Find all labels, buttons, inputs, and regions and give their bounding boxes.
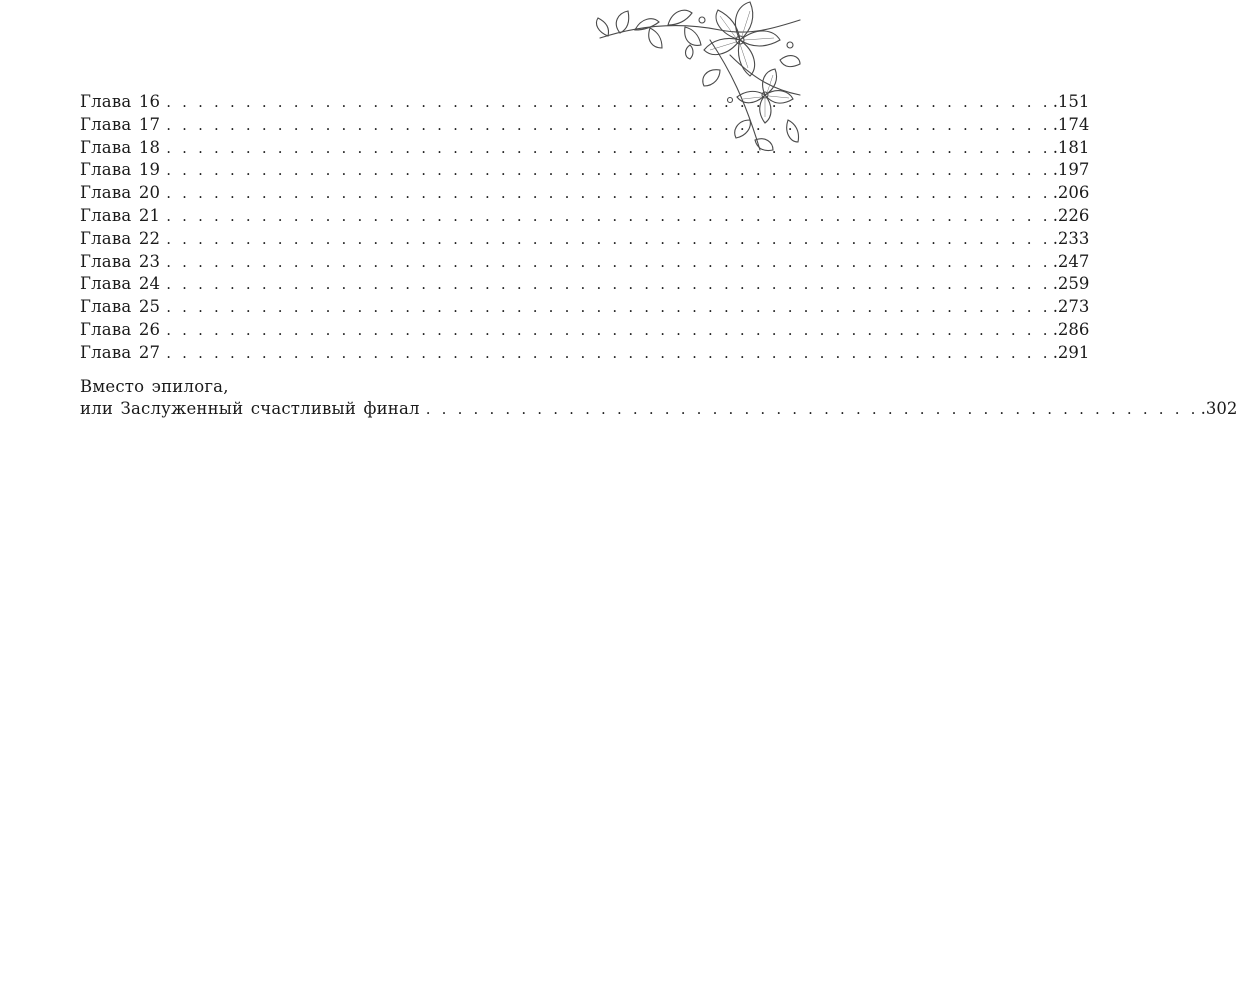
toc-chapter-title: Глава 18 [80,137,161,157]
toc-page-number: .226 [1052,205,1090,225]
toc-leader-dots: . . . . . . . . . . . . . . . . . . . . . . . . . . . . . . . . . . . . . . . . . . . . . . . . . . . . . . . . [166,275,1051,294]
toc-chapter-title: Глава 17 [80,114,161,134]
toc-entry-row[interactable] [80,205,1090,228]
toc-leader-dots: . . . . . . . . . . . . . . . . . . . . . . . . . . . . . . . . . . . . . . . . . . . . . . . . . [425,400,1199,419]
toc-page-number: .233 [1052,228,1090,248]
toc-page-number: .181 [1052,137,1090,157]
toc-page-number: .302 [1200,399,1237,419]
toc-entry-row[interactable] [80,182,1090,205]
toc-chapter-list [80,91,1090,365]
toc-leader-dots: . . . . . . . . . . . . . . . . . . . . . . . . . . . . . . . . . . . . . . . . . . . . . . . . . . . . . . . . [166,298,1051,317]
toc-spacer [80,365,633,376]
toc-chapter-title: Глава 25 [80,297,161,317]
toc-leader-dots: . . . . . . . . . . . . . . . . . . . . . . . . . . . . . . . . . . . . . . . . . . . . . . . . . . . . . . . . [166,229,1051,248]
toc-chapter-title: Глава 27 [80,342,161,362]
toc-leader-dots: . . . . . . . . . . . . . . . . . . . . . . . . . . . . . . . . . . . . . . . . . . . . . . . . . . . . . . . . [166,206,1051,225]
toc-page-number: .151 [1052,92,1090,111]
toc-page-number: .174 [1052,114,1090,134]
toc-chapter-title: Глава 22 [80,228,161,248]
toc-entry-row[interactable] [80,137,1090,160]
toc-page-number: .286 [1052,319,1090,339]
toc-leader-dots: . . . . . . . . . . . . . . . . . . . . . . . . . . . . . . . . . . . . . . . . . . . . . . . . . . . . . . . . [166,184,1051,203]
toc-leader-dots: . . . . . . . . . . . . . . . . . . . . . . . . . . . . . . . . . . . . . . . . . . . . . . . . . . . . . . . . [166,93,1051,111]
toc-page-number: .291 [1052,342,1090,362]
toc-page-number: .247 [1052,251,1090,271]
toc-entry-row[interactable] [80,91,1090,114]
toc-entry-row[interactable] [80,342,1090,365]
toc-chapter-title: Глава 21 [80,205,161,225]
toc-page-number: .206 [1052,183,1090,203]
toc-entry-row[interactable] [80,159,1090,182]
table-of-contents [80,91,1237,421]
toc-chapter-title: Глава 16 [80,92,161,111]
toc-entry-row[interactable] [80,114,1090,137]
toc-leader-dots: . . . . . . . . . . . . . . . . . . . . . . . . . . . . . . . . . . . . . . . . . . . . . . . . . . . . . . . . [166,343,1051,362]
toc-entry-row[interactable] [80,319,1090,342]
toc-leader-dots: . . . . . . . . . . . . . . . . . . . . . . . . . . . . . . . . . . . . . . . . . . . . . . . . . . . . . . . . [166,115,1051,134]
toc-entry-row[interactable] [80,251,1090,274]
toc-chapter-title: Глава 24 [80,274,161,294]
toc-chapter-title: Глава 26 [80,319,161,339]
toc-page-number: .273 [1052,297,1090,317]
toc-chapter-title: Глава 19 [80,160,161,180]
toc-page-number: .197 [1052,160,1090,180]
toc-leader-dots: . . . . . . . . . . . . . . . . . . . . . . . . . . . . . . . . . . . . . . . . . . . . . . . . . . . . . . . . [166,320,1051,339]
toc-entry-row[interactable] [80,273,1090,296]
toc-entry-row[interactable] [80,296,1090,319]
toc-epilogue-title-line1: Вместо эпилога, [80,376,229,396]
toc-leader-dots: . . . . . . . . . . . . . . . . . . . . . . . . . . . . . . . . . . . . . . . . . . . . . . . . . . . . . . . . [166,138,1051,157]
toc-leader-dots: . . . . . . . . . . . . . . . . . . . . . . . . . . . . . . . . . . . . . . . . . . . . . . . . . . . . . . . . [166,161,1051,180]
toc-epilogue-row[interactable] [80,398,1237,421]
toc-entry-row[interactable] [80,228,1090,251]
toc-chapter-title: Глава 20 [80,183,161,203]
toc-leader-dots: . . . . . . . . . . . . . . . . . . . . . . . . . . . . . . . . . . . . . . . . . . . . . . . . . . . . . . . . [166,252,1051,271]
toc-page-number: .259 [1052,274,1090,294]
toc-chapter-title: Глава 23 [80,251,161,271]
toc-epilogue-title-line2: или Заслуженный счастливый финал [80,399,420,419]
